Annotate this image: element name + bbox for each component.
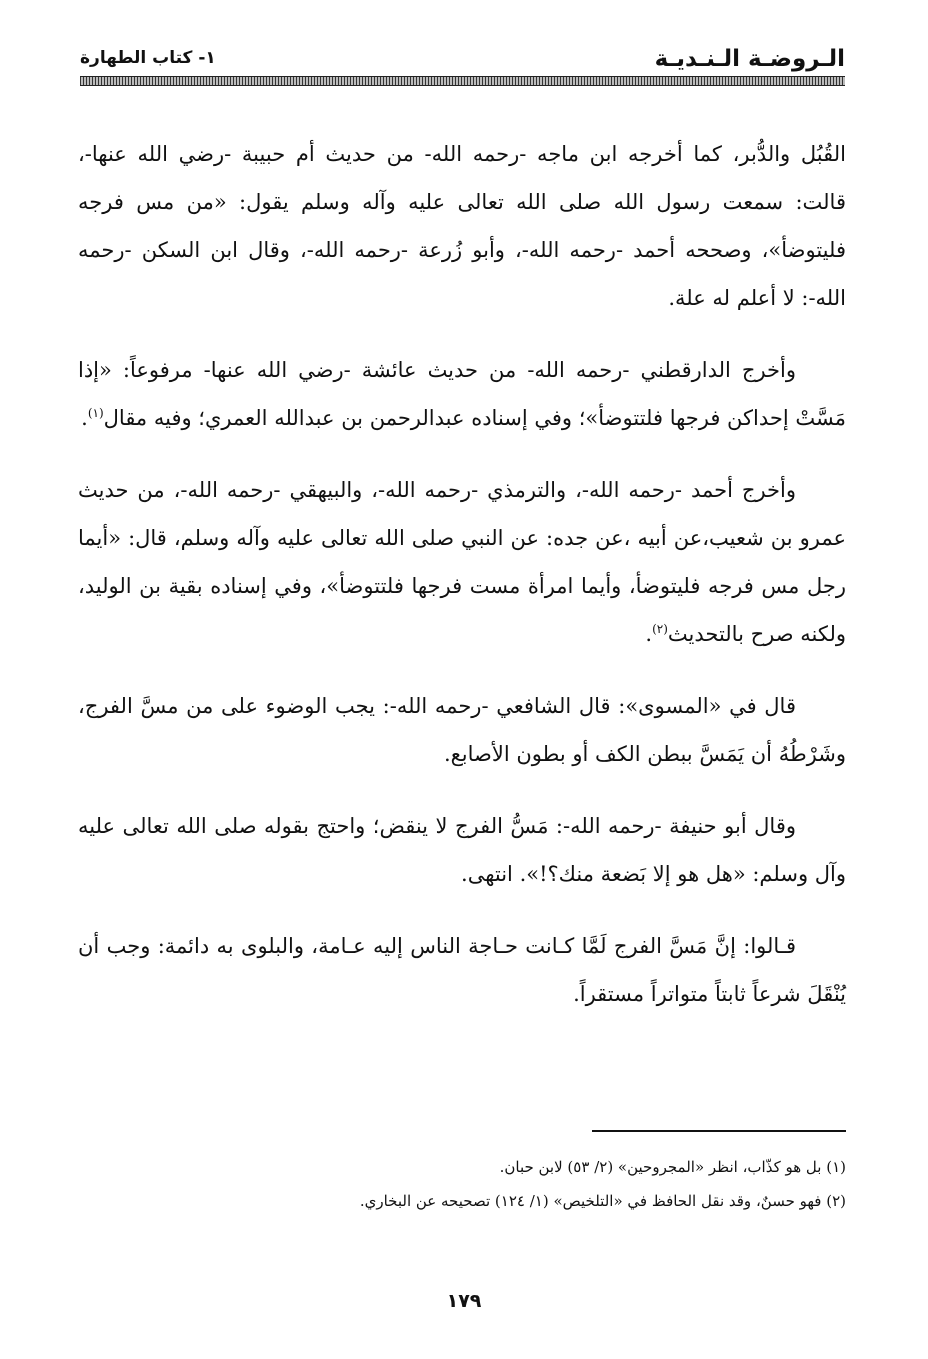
paragraph-text: القُبُل والدُّبر، كما أخرجه ابن ماجه -رحمه الله- من حديث أم حبيبة -رضي الله عنها-، قالت: سمعت رسول الله صلى الله تعالى عليه وآله وسلم يقول: «من مس فرجه فليتوضأ»، وصححه أحمد -رحمه الله-، وأبو زُرعة -رحمه الله-، وقال ابن السكن -رحمه الله-: لا أعلم له علة. (78, 142, 846, 310)
paragraph (78, 802, 846, 898)
header-divider (80, 76, 845, 86)
running-header (80, 40, 845, 76)
main-text (78, 130, 846, 1042)
paragraph-text: قـالوا: إنَّ مَسَّ الفرج لَمَّا كـانت حـاجة الناس إليه عـامة، والبلوى به دائمة: وجب أن يُنْقَلَ شرعاً ثابتاً متواتراً مستقراً. (78, 934, 846, 1006)
paragraph (78, 130, 846, 322)
paragraph-text: قال في «المسوى»: قال الشافعي -رحمه الله-: يجب الوضوء على من مسَّ الفرج، وشَرْطُهُ أن يَمَسَّ ببطن الكف أو بطون الأصابع. (78, 694, 846, 766)
footnotes (78, 1150, 846, 1218)
footnote-ref: (٢) (652, 622, 668, 636)
paragraph-text: وأخرج أحمد -رحمه الله-، والترمذي -رحمه الله-، والبيهقي -رحمه الله-، من حديث عمرو بن شعيب،عن أبيه ،عن جده: عن النبي صلى الله تعالى عليه وآله وسلم، قال: «أيما رجل مس فرجه فليتوضأ، وأيما امرأة مست فرجها فلتتوضأ»، وفي إسناده بقية بن الوليد، ولكنه صرح بالتحديث (78, 478, 846, 646)
paragraph (78, 346, 846, 442)
paragraph-text: وقال أبو حنيفة -رحمه الله-: مَسُّ الفرج لا ينقض؛ واحتج بقوله صلى الله تعالى عليه وآل وسلم: «هل هو إلا بَضعة منك؟!». انتهى. (78, 814, 846, 886)
paragraph-text: وأخرج الدارقطني -رحمه الله- من حديث عائشة -رضي الله عنها- مرفوعاً: «إذا مَسَّتْ إحداكن فرجها فلتتوضأ»؛ وفي إسناده عبدالرحمن بن عبدالله العمري؛ وفيه مقال (78, 358, 846, 430)
chapter-title: ١- كتاب الطهارة (80, 48, 216, 68)
footnote: (١) بل هو كذّاب، انظر «المجروحين» (٢/ ٥٣) لابن حبان. (499, 1158, 846, 1176)
footnote-ref: (١) (87, 406, 104, 420)
paragraph-tail: . (645, 622, 653, 646)
book-title: الـروضـة الـنـديـة (654, 46, 845, 72)
paragraph-tail: . (81, 406, 88, 430)
page-number: ١٧٩ (446, 1290, 482, 1312)
paragraph (78, 682, 846, 778)
paragraph (78, 466, 846, 658)
footnote: (٢) فهو حسنٌ، وقد نقل الحافظ في «التلخيص» (١/ ١٢٤) تصحيحه عن البخاري. (359, 1192, 846, 1210)
footnote-divider (592, 1130, 846, 1132)
paragraph (78, 922, 846, 1018)
